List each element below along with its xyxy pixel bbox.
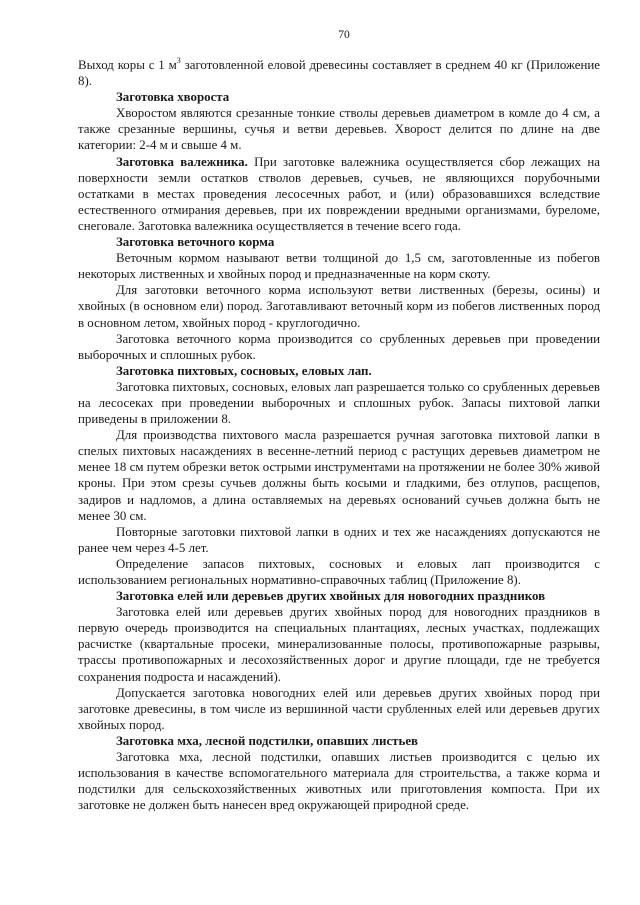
paragraph-deadwood [78,154,600,234]
document-page [78,28,600,813]
paragraph-conifer-branches-2: Для производства пихтового масла разрешается ручная заготовка пихтовой лапки в спелых пихтовых насаждениях в весенне-летний период с растущих деревьев диаметром не менее 18 см путем обрезки веток острыми инструментами на протяжении не более 30% живой кроны. При этом срезы сучьев должны быть косыми и гладкими, без отлупов, расщепов, задиров и надломов, а длина оставляемых на деревьях оснований сучьев должна быть не менее 30 см. [78,428,600,523]
deadwood-text: При заготовке валежника осуществляется сбор лежащих на поверхности земли остатков стволов деревьев, сучьев, не являющихся порубочными остатками в местах проведения лесосечных работ, и (или) образовавшихся вследствие естественного отмирания деревьев, при их повреждении вредными организмами, буреломе, снеговале. Заготовка валежника осуществляется в течение всего года. [78,154,600,233]
intro-text-start: Выход коры с 1 м [78,58,177,72]
heading-conifer-branches: Заготовка пихтовых, сосновых, еловых лап. [116,363,372,378]
paragraph-conifer-branches-4: Определение запасов пихтовых, сосновых и еловых лап производится с использованием региональных нормативно-справочных таблиц (Приложение 8). [78,556,600,587]
intro-paragraph [78,57,600,89]
paragraph-new-year-trees-2: Допускается заготовка новогодних елей или деревьев других хвойных пород при заготовке древесины, в том числе из вершинной части срубленных елей или деревьев других хвойных пород. [78,685,600,732]
heading-twig-feed: Заготовка веточного корма [116,235,275,250]
heading-new-year-trees: Заготовка елей или деревьев других хвойных для новогодних праздников [116,589,546,604]
heading-moss-litter: Заготовка мха, лесной подстилки, опавших листьев [116,733,419,748]
paragraph-new-year-trees-1: Заготовка елей или деревьев других хвойных пород для новогодних праздников в первую очередь производится на специальных плантациях, лесных участках, подлежащих расчистке (квартальные просеки, минерализованные полосы, противопожарные разрывы, трассы противопожарных и лесохозяйственных дорог и другие площади, где не требуется сохранения подроста и насаждений). [78,605,600,684]
page-number: 70 [338,29,350,41]
heading-deadwood: Заготовка валежника. [116,154,248,169]
paragraph-twig-feed-2: Для заготовки веточного корма используют ветви лиственных (березы, осины) и хвойных (в основном ели) пород. Заготавливают веточный корм из побегов лиственных пород в основном летом, хвойных пород - круглогодично. [78,283,600,330]
paragraph-conifer-branches-1: Заготовка пихтовых, сосновых, еловых лап разрешается только со срубленных деревьев на лесосеках при проведении выборочных и сплошных рубок. Запасы пихтовой лапки приведены в приложении 8. [78,379,600,427]
paragraph-twig-feed-1: Веточным кормом называют ветви толщиной до 1,5 см, заготовленные из побегов некоторых лиственных и хвойных пород и предназначенные на корм скоту. [78,251,600,282]
heading-brushwood: Заготовка хвороста [116,90,230,105]
intro-text-end: заготовленной еловой древесины составляет в среднем 40 кг (Приложение 8). [78,58,600,89]
paragraph-moss-litter: Заготовка мха, лесной подстилки, опавших листьев производится с целью их использования в качестве вспомогательного материала для строительства, а также корма и подстилки для сельскохозяйственных животных или приготовления компоста. При их заготовке не должен быть нанесен вред окружающей природной среде. [78,750,600,813]
cubic-superscript: 3 [176,56,181,65]
paragraph-twig-feed-3: Заготовка веточного корма производится со срубленных деревьев при проведении выборочных и сплошных рубок. [78,331,600,362]
paragraph-conifer-branches-3: Повторные заготовки пихтовой лапки в одних и тех же насаждениях допускаются не ранее чем через 4-5 лет. [78,524,600,555]
paragraph-brushwood: Хворостом являются срезанные тонкие стволы деревьев диаметром в комле до 4 см, а также срезанные вершины, сучья и ветви деревьев. Хворост делится по длине на две категории: 2-4 м и свыше 4 м. [78,106,600,153]
